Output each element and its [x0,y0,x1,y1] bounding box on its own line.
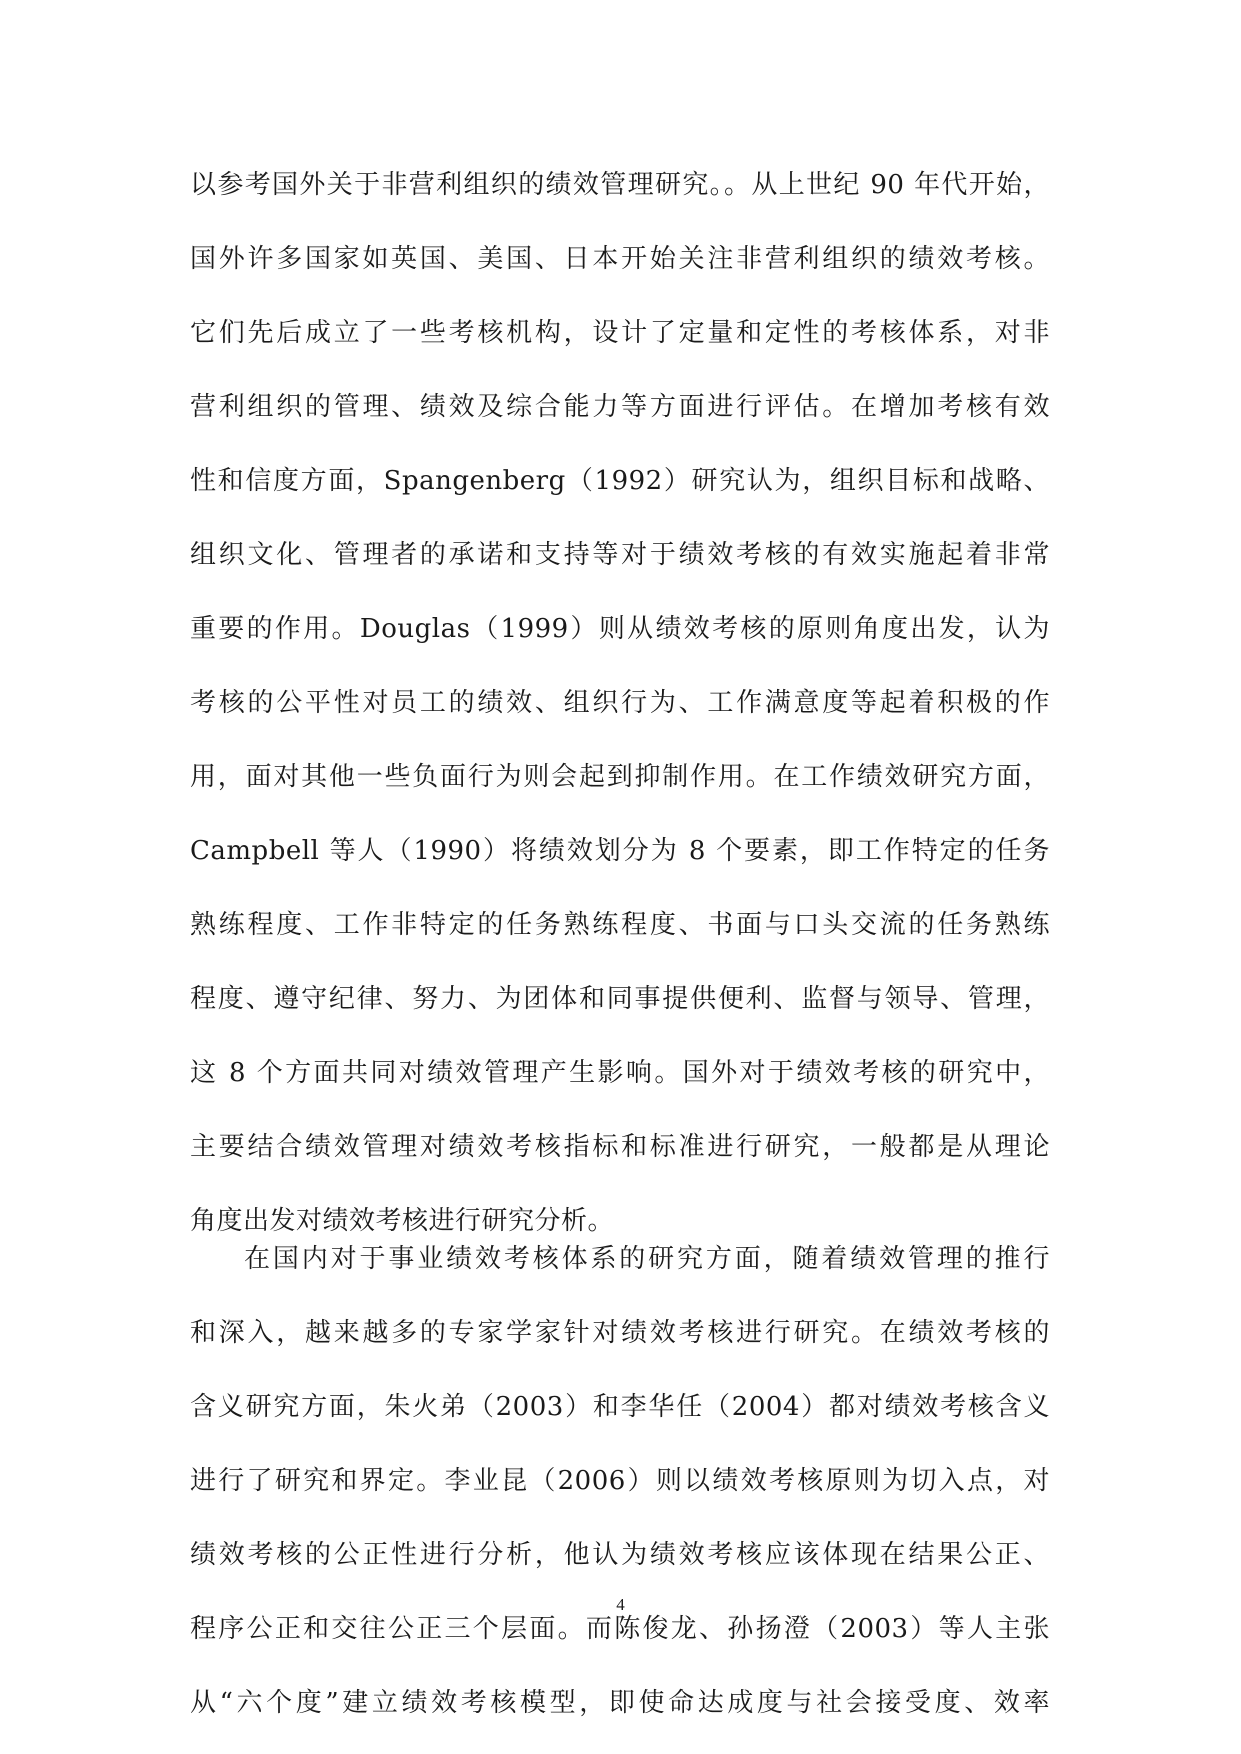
page-number: 4 [616,1595,625,1614]
text-line: 熟练程度、工作非特定的任务熟练程度、书面与口头交流的任务熟练 [190,910,1050,940]
text-line: 程度、遵守纪律、努力、为团体和同事提供便利、监督与领导、管理， [190,984,1050,1014]
text-line: 考核的公平性对员工的绩效、组织行为、工作满意度等起着积极的作 [190,688,1050,718]
text-line: 性和信度方面，Spangenberg（1992）研究认为，组织目标和战略、 [190,466,1050,496]
text-line: 程序公正和交往公正三个层面。而陈俊龙、孙扬澄（2003）等人主张 [190,1614,1050,1644]
text-line: 这 8 个方面共同对绩效管理产生影响。国外对于绩效考核的研究中， [190,1058,1050,1088]
text-line: Campbell 等人（1990）将绩效划分为 8 个要素，即工作特定的任务 [190,836,1050,866]
text-line: 主要结合绩效管理对绩效考核指标和标准进行研究，一般都是从理论 [190,1132,1050,1162]
text-line: 含义研究方面，朱火弟（2003）和李华任（2004）都对绩效考核含义 [190,1392,1050,1422]
text-line: 绩效考核的公正性进行分析，他认为绩效考核应该体现在结果公正、 [190,1540,1050,1570]
text-line: 和深入，越来越多的专家学家针对绩效考核进行研究。在绩效考核的 [190,1318,1050,1348]
text-line: 角度出发对绩效考核进行研究分析。 [190,1206,615,1236]
text-line: 进行了研究和界定。李业昆（2006）则以绩效考核原则为切入点，对 [190,1466,1050,1496]
text-line: 组织文化、管理者的承诺和支持等对于绩效考核的有效实施起着非常 [190,540,1050,570]
text-line: 从“六个度”建立绩效考核模型，即使命达成度与社会接受度、效率 [190,1688,1050,1718]
text-line: 以参考国外关于非营利组织的绩效管理研究。。从上世纪 90 年代开始， [190,170,1050,200]
text-line: 用，面对其他一些负面行为则会起到抑制作用。在工作绩效研究方面， [190,762,1050,792]
text-line: 国外许多国家如英国、美国、日本开始关注非营利组织的绩效考核。 [190,244,1050,274]
text-line: 营利组织的管理、绩效及综合能力等方面进行评估。在增加考核有效 [190,392,1050,422]
text-line: 它们先后成立了一些考核机构，设计了定量和定性的考核体系，对非 [190,318,1050,348]
text-line: 在国内对于事业绩效考核体系的研究方面，随着绩效管理的推行 [244,1244,1050,1274]
text-line: 重要的作用。Douglas（1999）则从绩效考核的原则角度出发，认为 [190,614,1050,644]
